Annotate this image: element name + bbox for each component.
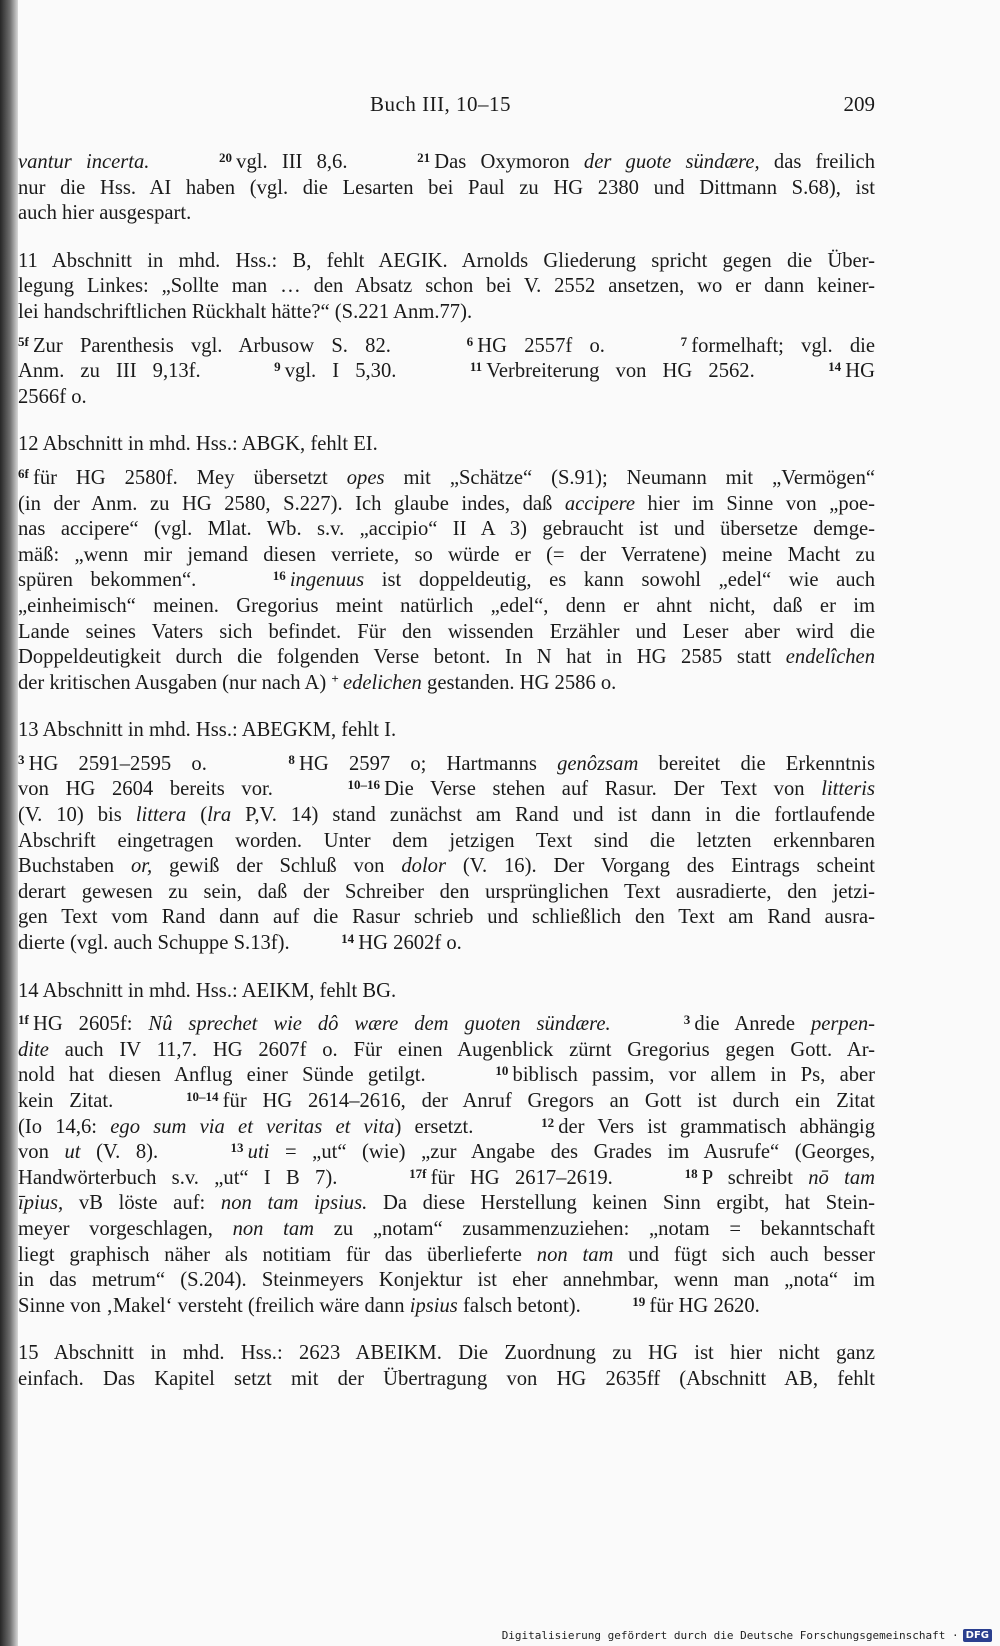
note-line: von ut (V. 8). $^{13}$ uti = „ut“ (wie) „zur Angabe des Grades im Ausrufe“ (Georges, (18, 1140, 875, 1164)
page-header (18, 92, 875, 122)
note-line: Sinne von ‚Makel‘ versteht (freilich wäre dann ipsius falsch betont). $^{19}$ für HG 2620. (18, 1293, 760, 1317)
note-line: dierte (vgl. auch Schuppe S.13f). $^{14}$ HG 2602f o. (18, 931, 462, 955)
commentary-text (18, 150, 875, 1393)
note-line: Handwörterbuch s.v. „ut“ I B 7). $^{17f}$ für HG 2617–2619. $^{18}$ P schreibt nō tam (18, 1165, 876, 1189)
text-line: nur die Hss. AI haben (vgl. die Lesarten bei Paul zu HG 2380 und Dittmann S.68), ist (18, 176, 875, 199)
dfg-logo: DFG (963, 1629, 992, 1642)
scan-edge (0, 0, 18, 1646)
section-line: 15 Abschnitt in mhd. Hss.: 2623 ABEIKM. Die Zuordnung zu HG ist hier nicht ganz (18, 1342, 875, 1365)
section-line: 12 Abschnitt in mhd. Hss.: ABGK, fehlt EI. (18, 433, 378, 456)
note-line: spüren bekommen“. $^{16}$ ingenuus ist doppeldeutig, es kann sowohl „edel“ wie auch (18, 568, 875, 592)
note-line: derart gewesen zu sein, daß der Schreiber den ursprünglichen Text ausradierte, den jetzi- (18, 880, 875, 903)
note-line: $^{5f}$ Zur Parenthesis vgl. Arbusow S. 82. $^6$ HG 2557f o. $^7$ formelhaft; vgl. die (18, 333, 876, 357)
note-line: īpius, vB löste auf: non tam ipsius. Da diese Herstellung keinen Sinn ergibt, hat Stein- (18, 1192, 875, 1215)
footer-text: Digitalisierung gefördert durch die Deutsche Forschungsgemeinschaft · (501, 1629, 959, 1642)
section-line: 13 Abschnitt in mhd. Hss.: ABEGKM, fehlt I. (18, 719, 397, 742)
note-line: $^3$ HG 2591–2595 o. $^8$ HG 2597 o; Hartmanns genôzsam bereitet die Erkenntnis (18, 751, 876, 775)
note-line: $^{6f}$ für HG 2580f. Mey übersetzt opes mit „Schätze“ (S.91); Neumann mit „Vermögen“ (18, 465, 876, 489)
note-line: von HG 2604 bereits vor. $^{10-16}$ Die Verse stehen auf Rasur. Der Text von litteris (18, 777, 876, 801)
note-line: (V. 10) bis littera (lra P,V. 14) stand zunächst am Rand und ist dann in die fortlaufende (18, 804, 876, 827)
note-line: meyer vorgeschlagen, non tam zu „notam“ zusammenzuziehen: „notam = bekanntschaft (18, 1217, 875, 1240)
text-line: legung Linkes: „Sollte man … den Absatz schon bei V. 2552 ansetzen, wo er dann keiner- (18, 275, 875, 298)
note-line: 2566f o. (18, 385, 87, 408)
note-line: nold hat diesen Anflug einer Sünde getilgt. $^{10}$ biblisch passim, vor allem in Ps, aber (18, 1063, 876, 1087)
page-number: 209 (843, 92, 875, 116)
running-title: Buch III, 10–15 (370, 92, 512, 116)
section-line: 11 Abschnitt in mhd. Hss.: B, fehlt AEGIK. Arnolds Gliederung spricht gegen die Über- (18, 249, 875, 272)
text-line: lei handschriftlichen Rückhalt hätte?“ (S.221 Anm.77). (18, 300, 473, 323)
note-line: Anm. zu III 9,13f. $^9$ vgl. I 5,30. $^{11}$ Verbreiterung von HG 2562. $^{14}$ HG (18, 359, 876, 383)
note-line: nas accipere“ (vgl. Mlat. Wb. s.v. „accipio“ II A 3) gebraucht ist und übersetze demge- (18, 518, 875, 541)
note-line: (Io 14,6: ego sum via et veritas et vita) ersetzt. $^{12}$ der Vers ist grammatisch abhängig (18, 1114, 876, 1138)
section-line: 14 Abschnitt in mhd. Hss.: AEIKM, fehlt BG. (18, 979, 397, 1002)
note-line: kein Zitat. $^{10-14}$ für HG 2614–2616, der Anruf Gregors an Gott ist durch ein Zitat (18, 1089, 876, 1112)
note-line: mäß: „wenn mir jemand diesen verriete, so würde er (= der Verratene) meine Macht zu (18, 543, 875, 566)
note-line: der kritischen Ausgaben (nur nach A) + edelichen gestanden. HG 2586 o. (18, 670, 617, 694)
note-line: Buchstaben or, gewiß der Schluß von dolor (V. 16). Der Vorgang des Eintrags scheint (18, 855, 875, 878)
text-line: vantur incerta. $^{20}$ vgl. III 8,6. $^{21}$ Das Oxymoron der guote sündære, das freilich (18, 150, 875, 173)
note-line: (in der Anm. zu HG 2580, S.227). Ich glaube indes, daß accipere hier im Sinne von „poe- (18, 492, 875, 515)
note-line: $^{1f}$ HG 2605f: Nû sprechet wie dô wære dem guoten sündære. $^3$ die Anrede perpen- (18, 1012, 875, 1036)
note-line: liegt graphisch näher als notitiam für das überlieferte non tam und fügt sich auch besser (18, 1243, 875, 1266)
text-line: einfach. Das Kapitel setzt mit der Übertragung von HG 2635ff (Abschnitt AB, fehlt (18, 1367, 875, 1390)
text-line: auch hier ausgespart. (18, 202, 192, 225)
note-line: in das metrum“ (S.204). Steinmeyers Konjektur ist eher annehmbar, wenn man „nota“ im (18, 1269, 875, 1292)
note-line: gen Text vom Rand dann auf die Rasur schrieb und schließlich den Text am Rand ausra- (18, 906, 875, 929)
note-line: „einheimisch“ meinen. Gregorius meint natürlich „edel“, denn er ahnt nicht, daß er im (18, 594, 875, 617)
note-line: Doppeldeutigkeit durch die folgenden Verse betont. In N hat in HG 2585 statt endelîchen (18, 646, 875, 669)
note-line: Lande seines Vaters sich befindet. Für den wissenden Erzähler und Leser aber wird die (18, 620, 875, 643)
note-line: dite auch IV 11,7. HG 2607f o. Für einen Augenblick zürnt Gregorius gegen Gott. Ar- (18, 1038, 876, 1061)
digitization-footer (502, 1629, 992, 1642)
note-line: Abschrift eingetragen worden. Unter dem jetzigen Text sind die letzten erkennbaren (18, 829, 875, 852)
